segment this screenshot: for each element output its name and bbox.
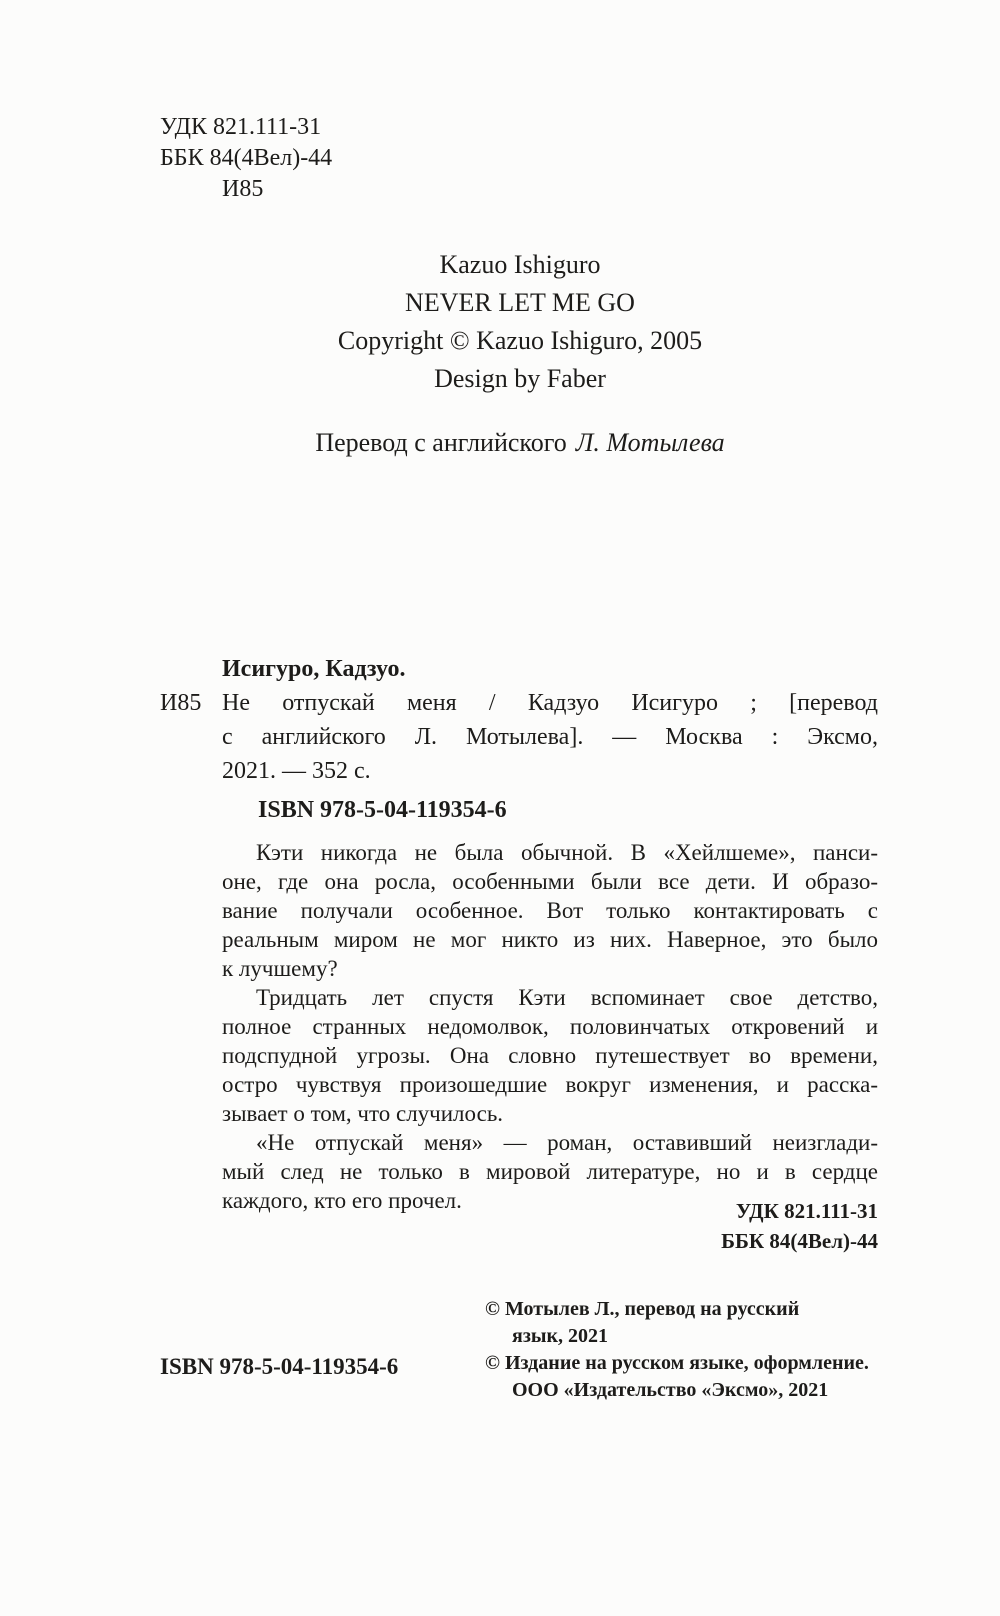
original-author: Kazuo Ishiguro xyxy=(439,250,601,279)
catalog-line: Не отпускай меня / Кадзуо Исигуро ; [перевод xyxy=(222,690,878,716)
catalog-line: с английского Л. Мотылева]. — Москва : Эксмо, xyxy=(222,724,878,750)
classification-footer xyxy=(721,1196,878,1256)
catalog-heading: Исигуро, Кадзуо. xyxy=(222,656,406,682)
translation-prefix: Перевод с английского xyxy=(315,428,567,457)
copyright-line: © Издание на русском языке, оформление. xyxy=(485,1352,869,1374)
annotation-line: оне, где она росла, особенными были все дети. И образо- xyxy=(222,869,878,894)
copyright-line: язык, 2021 xyxy=(512,1325,608,1347)
annotation-line: реальным миром не мог никто из них. Наверное, это было xyxy=(222,927,878,952)
annotation-line: Тридцать лет спустя Кэти вспоминает свое детство, xyxy=(256,985,878,1010)
bbk-code-bottom: ББК 84(4Вел)-44 xyxy=(721,1229,878,1253)
bbk-code: ББК 84(4Вел)-44 xyxy=(160,145,333,171)
annotation-line: мый след не только в мировой литературе, но и в сердце xyxy=(222,1159,878,1184)
copyright-notice: Copyright © Kazuo Ishiguro, 2005 xyxy=(337,326,703,355)
annotation-line: «Не отпускай меня» — роман, оставивший неизглади- xyxy=(256,1130,878,1155)
annotation-line: к лучшему? xyxy=(222,956,338,981)
design-credit: Design by Faber xyxy=(434,364,606,393)
footer-isbn: ISBN 978-5-04-119354-6 xyxy=(160,1354,399,1379)
copyright-line: ООО «Издательство «Эксмо», 2021 xyxy=(512,1379,829,1401)
catalog-author-sign: И85 xyxy=(160,690,202,716)
annotation-line: полное странных недомолвок, половинчатых откровений и xyxy=(222,1014,878,1039)
copyright-line: © Мотылев Л., перевод на русский xyxy=(485,1298,800,1320)
copyright-column xyxy=(485,1296,915,1404)
original-title-block xyxy=(40,246,1000,398)
annotation-line: Кэти никогда не была обычной. В «Хейлшеме», панси- xyxy=(256,840,878,865)
translator-name: Л. Мотылева xyxy=(575,428,725,457)
translation-line xyxy=(40,428,1000,458)
catalog-body xyxy=(160,686,878,788)
classification-header xyxy=(160,112,332,205)
catalog-record xyxy=(160,652,878,827)
annotation-line: остро чувствуя произошедшие вокруг изменения, и расска- xyxy=(222,1072,878,1097)
udk-code: УДК 821.111-31 xyxy=(160,114,322,140)
udk-code-bottom: УДК 821.111-31 xyxy=(735,1199,878,1223)
author-sign-code: И85 xyxy=(222,176,264,202)
catalog-isbn: ISBN 978-5-04-119354-6 xyxy=(258,797,507,823)
catalog-line: 2021. — 352 с. xyxy=(222,758,371,784)
annotation-block xyxy=(222,838,878,1215)
annotation-line: подспудной угрозы. Она словно путешествует во времени, xyxy=(222,1043,878,1068)
original-title: NEVER LET ME GO xyxy=(405,288,635,317)
annotation-line: каждого, кто его прочел. xyxy=(222,1188,462,1213)
annotation-line: вание получали особенное. Вот только контактировать с xyxy=(222,898,878,923)
annotation-line: зывает о том, что случилось. xyxy=(222,1101,504,1126)
